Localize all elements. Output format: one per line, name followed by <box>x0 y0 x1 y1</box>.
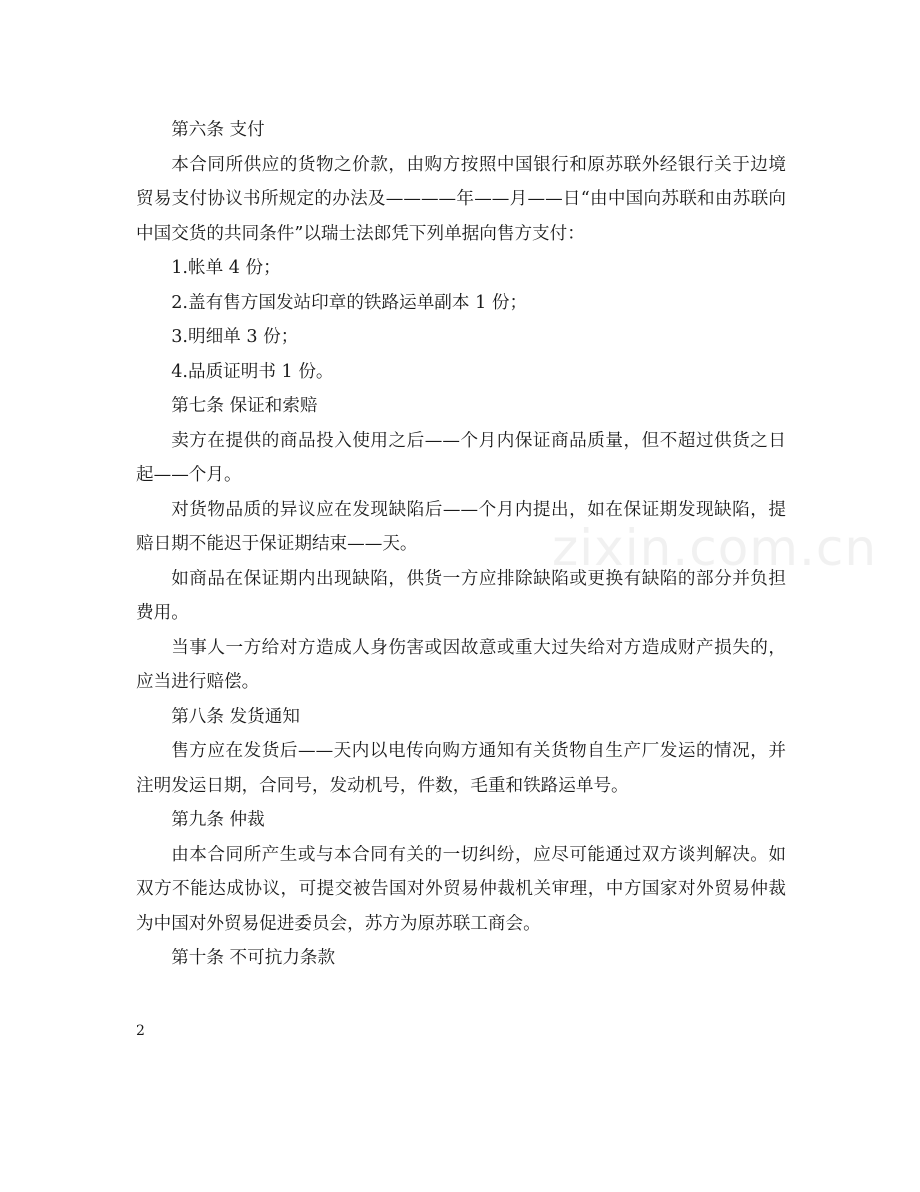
list-item-waybill-copy: 2.盖有售方国发站印章的铁路运单副本 1 份； <box>171 292 528 313</box>
list-item-detail-sheet: 3.明细单 3 份； <box>171 327 299 347</box>
paragraph-defect-remedy: 如商品在保证期内出现缺陷，供货一方应排除缺陷或更换有缺陷的部分并负担费用。 <box>136 568 786 623</box>
section-heading-article-10: 第十条 不可抗力条款 <box>171 948 336 968</box>
section-heading-article-7: 第七条 保证和索赔 <box>171 396 318 416</box>
paragraph-payment-terms: 本合同所供应的货物之价款，由购方按照中国银行和原苏联外经银行关于边境贸易支付协议书所规定的办法及————年——月——日“由中国向苏联和由苏联向中国交货的共同条件”以瑞士法郎凭下列单据向售方支付： <box>136 154 786 244</box>
watermark: zixin.com.cn <box>552 519 878 577</box>
paragraph-compensation: 当事人一方给对方造成人身伤害或因故意或重大过失给对方造成财产损失的，应当进行赔偿。 <box>136 637 786 692</box>
paragraph-warranty-period: 卖方在提供的商品投入使用之后——个月内保证商品质量，但不超过供货之日起——个月。 <box>136 430 786 485</box>
list-item-invoice: 1.帐单 4 份； <box>171 258 281 278</box>
paragraph-arbitration: 由本合同所产生或与本合同有关的一切纠纷，应尽可能通过双方谈判解决。如双方不能达成协议，可提交被告国对外贸易仲裁机关审理，中方国家对外贸易仲裁为中国对外贸易促进委员会，苏方为原苏联工商会。 <box>136 844 786 934</box>
list-item-quality-certificate: 4.品质证明书 1 份。 <box>171 361 334 382</box>
section-heading-article-9: 第九条 仲裁 <box>171 810 265 830</box>
section-heading-article-6: 第六条 支付 <box>171 120 265 140</box>
paragraph-shipping-notice: 售方应在发货后——天内以电传向购方通知有关货物自生产厂发运的情况，并注明发运日期，合同号，发动机号，件数，毛重和铁路运单号。 <box>136 741 786 796</box>
section-heading-article-8: 第八条 发货通知 <box>171 706 300 727</box>
paragraph-quality-objection: 对货物品质的异议应在发现缺陷后——个月内提出，如在保证期发现缺陷，提赔日期不能迟于保证期结束——天。 <box>136 499 786 554</box>
page-number: 2 <box>136 1023 145 1039</box>
